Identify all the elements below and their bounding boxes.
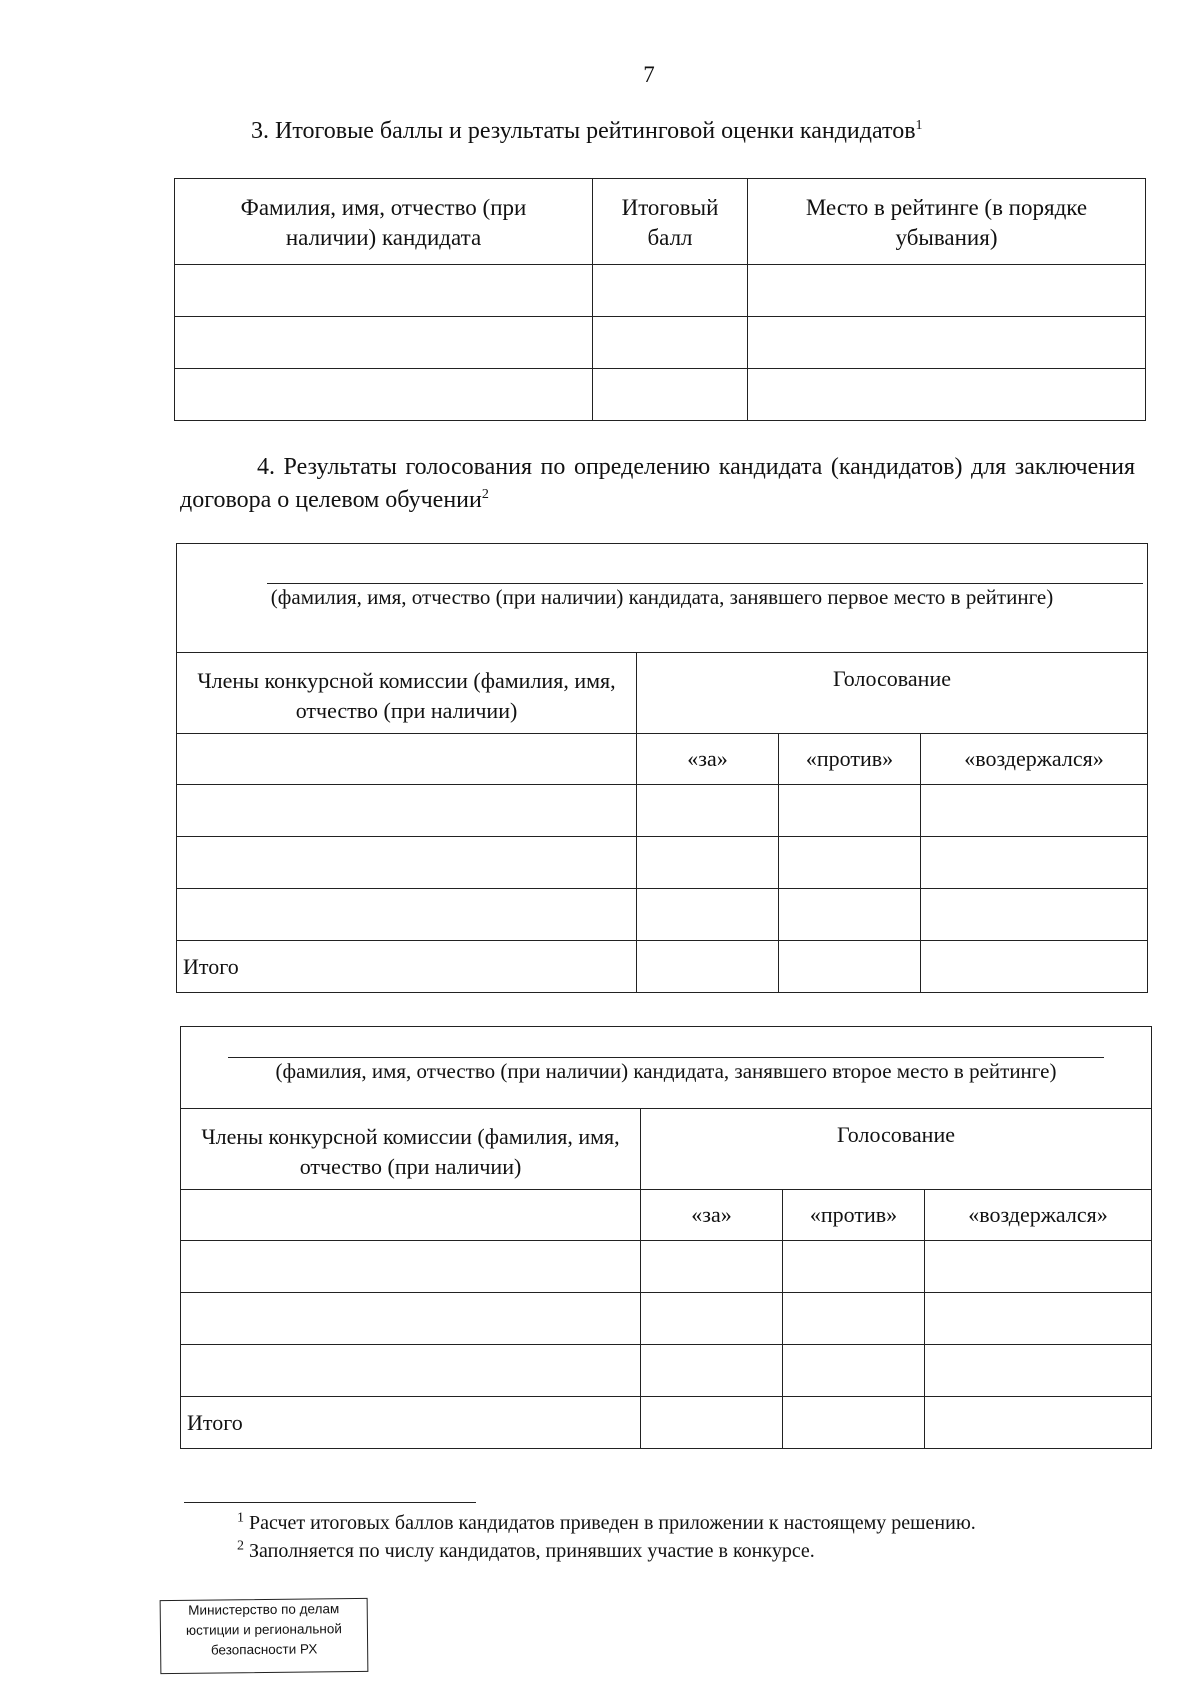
member-cell[interactable] (177, 734, 637, 785)
footnote-2-text: Заполняется по числу кандидатов, принявших участие в конкурсе. (249, 1540, 815, 1562)
section-3-title: 3. Итоговые баллы и результаты рейтинговой оценки кандидатов (251, 118, 916, 144)
cell-rank[interactable] (748, 265, 1146, 317)
member-cell[interactable] (177, 785, 637, 837)
col-against: «против» (783, 1190, 925, 1241)
col-for: «за» (637, 734, 779, 785)
vote-table-caption-row (181, 1027, 1152, 1109)
total-cell[interactable] (925, 1397, 1152, 1449)
vote-cell[interactable] (637, 785, 779, 837)
vote-cell[interactable] (921, 785, 1148, 837)
total-label: Итого (177, 941, 637, 993)
vote-cell[interactable] (641, 1293, 783, 1345)
member-cell[interactable] (181, 1345, 641, 1397)
table-row (177, 785, 1148, 837)
candidate-caption-cell[interactable] (177, 544, 1148, 653)
footnote-separator (184, 1502, 476, 1503)
vote-cell[interactable] (641, 1241, 783, 1293)
table-row (177, 889, 1148, 941)
candidate-caption: (фамилия, имя, отчество (при наличии) кандидата, занявшего первое место в рейтинге) (270, 585, 1054, 609)
vote-cell[interactable] (637, 837, 779, 889)
footnote-1-text: Расчет итоговых баллов кандидатов приведен в приложении к настоящему решению. (249, 1512, 976, 1534)
cell-score[interactable] (593, 369, 748, 421)
vote-cell[interactable] (925, 1241, 1152, 1293)
footnote-2-number: 2 (237, 1538, 244, 1554)
col-for: «за» (641, 1190, 783, 1241)
stamp-line-1: Министерство по делам (188, 1601, 340, 1618)
member-cell[interactable] (177, 837, 637, 889)
vote-table-caption-row (177, 544, 1148, 653)
member-cell[interactable] (177, 889, 637, 941)
footnote-ref-2: 2 (481, 487, 489, 502)
table-row (181, 1345, 1152, 1397)
col-header-rank: Место в рейтинге (в порядке убывания) (748, 179, 1146, 265)
vote-cell[interactable] (779, 889, 921, 941)
ministry-stamp (160, 1598, 369, 1674)
members-header: Члены конкурсной комиссии (фамилия, имя, отчество (при наличии) (177, 653, 637, 734)
cell-score[interactable] (593, 317, 748, 369)
vote-cell[interactable] (925, 1345, 1152, 1397)
vote-cell[interactable] (783, 1293, 925, 1345)
member-cell[interactable] (181, 1293, 641, 1345)
cell-rank[interactable] (748, 369, 1146, 421)
member-cell[interactable] (181, 1190, 641, 1241)
vote-cell[interactable] (641, 1345, 783, 1397)
table-row (175, 265, 1146, 317)
col-against: «против» (779, 734, 921, 785)
vote-cell[interactable] (925, 1293, 1152, 1345)
total-row (181, 1397, 1152, 1449)
section-3-heading (251, 115, 923, 148)
stamp-line-2: юстиции и региональной (185, 1621, 342, 1638)
total-label: Итого (181, 1397, 641, 1449)
ranking-table (174, 178, 1146, 421)
member-cell[interactable] (181, 1241, 641, 1293)
cell-score[interactable] (593, 265, 748, 317)
voting-header: Голосование (641, 1109, 1152, 1190)
vote-cell[interactable] (921, 889, 1148, 941)
col-abstain: «воздержался» (925, 1190, 1152, 1241)
total-cell[interactable] (921, 941, 1148, 993)
vote-cell[interactable] (921, 837, 1148, 889)
vote-cell[interactable] (779, 785, 921, 837)
ranking-table-header (175, 179, 1146, 265)
vote-table-first-place (176, 543, 1148, 993)
table-row (175, 317, 1146, 369)
total-cell[interactable] (779, 941, 921, 993)
table-row (181, 1293, 1152, 1345)
vote-table-header-row (181, 1109, 1152, 1190)
stamp-line-3: безопасности РХ (210, 1641, 318, 1658)
table-row (177, 837, 1148, 889)
vote-cell[interactable] (783, 1241, 925, 1293)
footnote-1-number: 1 (237, 1510, 244, 1526)
total-cell[interactable] (783, 1397, 925, 1449)
total-cell[interactable] (641, 1397, 783, 1449)
cell-rank[interactable] (748, 317, 1146, 369)
cell-name[interactable] (175, 265, 593, 317)
cell-name[interactable] (175, 317, 593, 369)
page-number: 7 (643, 62, 655, 87)
vote-subheader-row (177, 734, 1148, 785)
cell-name[interactable] (175, 369, 593, 421)
vote-subheader-row (181, 1190, 1152, 1241)
col-abstain: «воздержался» (921, 734, 1148, 785)
footnote-ref-1: 1 (915, 118, 923, 133)
col-header-score: Итоговый балл (593, 179, 748, 265)
vote-cell[interactable] (637, 889, 779, 941)
footnote-2 (237, 1538, 815, 1565)
section-4-heading (180, 451, 1135, 517)
vote-table-second-place (180, 1026, 1152, 1449)
table-row (175, 369, 1146, 421)
members-header: Члены конкурсной комиссии (фамилия, имя, отчество (при наличии) (181, 1109, 641, 1190)
candidate-caption: (фамилия, имя, отчество (при наличии) кандидата, занявшего второе место в рейтинге) (275, 1059, 1057, 1083)
total-row (177, 941, 1148, 993)
vote-table-header-row (177, 653, 1148, 734)
vote-cell[interactable] (783, 1345, 925, 1397)
col-header-name: Фамилия, имя, отчество (при наличии) кандидата (175, 179, 593, 265)
table-row (181, 1241, 1152, 1293)
footnote-1 (237, 1510, 976, 1537)
vote-cell[interactable] (779, 837, 921, 889)
voting-header: Голосование (637, 653, 1148, 734)
total-cell[interactable] (637, 941, 779, 993)
candidate-caption-cell[interactable] (181, 1027, 1152, 1109)
section-4-title: 4. Результаты голосования по определению кандидата (кандидатов) для заключения договора о целевом обучении (180, 454, 1135, 513)
